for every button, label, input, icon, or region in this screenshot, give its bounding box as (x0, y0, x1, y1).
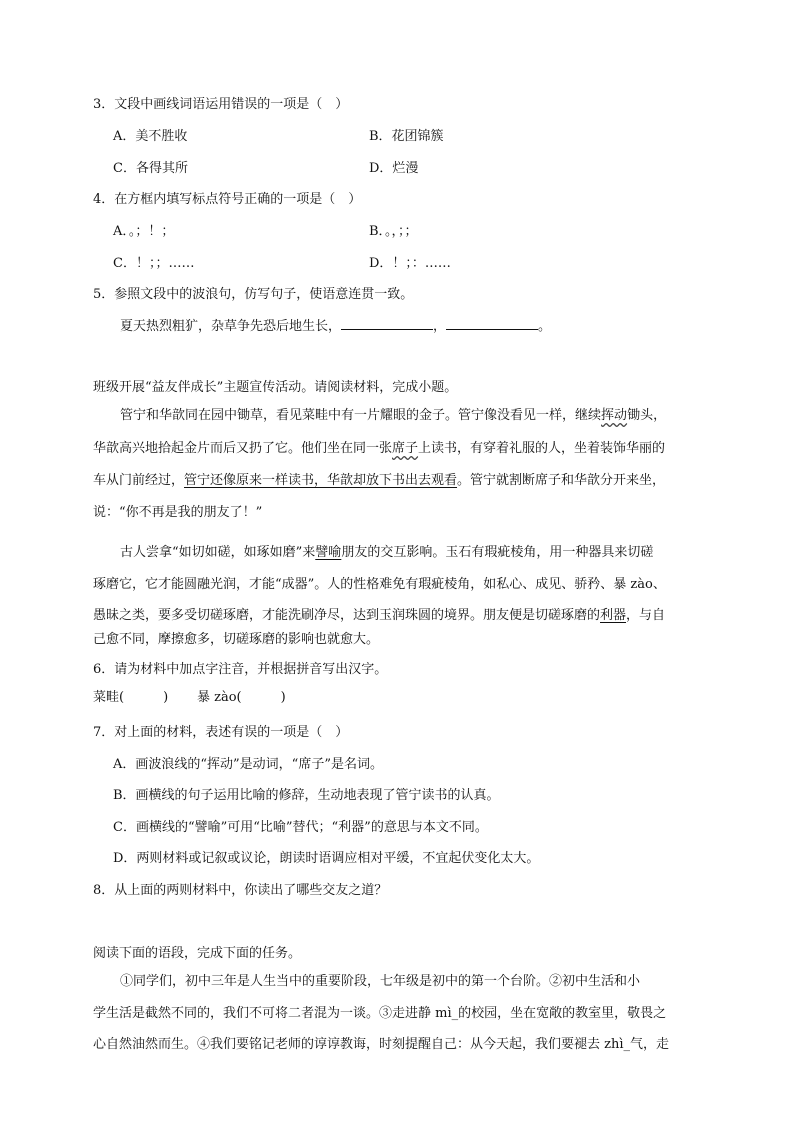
q5-end: 。 (538, 319, 552, 334)
q3-option-d: D．烂漫 (369, 161, 419, 176)
passage2-text: 古人尝拿“如切如磋，如琢如磨”来 (120, 545, 316, 560)
q4-option-b: B．。，；； (369, 224, 418, 239)
passage1-text: 管宁和华歆同在园中锄草，看见菜 (120, 408, 316, 423)
section2-intro: 班级开展“益友伴成长”主题宣传活动。请阅读材料，完成小题。 (93, 380, 458, 395)
passage1-text: 华歆高兴地拾起金片而后又扔了它。他们坐在同一张 (93, 441, 393, 456)
q7-option-c: C．画横线的“譬喻”可用“比喻”替代；“利器”的意思与本文不同。 (113, 820, 488, 835)
passage1-line3 (93, 472, 665, 490)
underlined-sentence: 管宁还像原来一样读书，华歆却放下书出去观看 (184, 473, 458, 488)
passage1-text: 车从门前经过， (93, 473, 185, 488)
q5-prompt: 夏天热烈粗犷，杂草争先恐后地生长， (120, 319, 342, 334)
q4-option-d: D．！；：…… (369, 256, 451, 271)
q4-option-c: C．！；；…… (113, 256, 195, 271)
dotted-char-qi: 畦 (315, 408, 329, 423)
wavy-word-huidong: 挥动 (601, 408, 628, 423)
wavy-word-xizi: 席子 (392, 441, 419, 456)
q3-option-b: B．花团锦簇 (369, 129, 444, 144)
q4-stem: 4．在方框内填写标点符号正确的一项是（ ） (93, 192, 362, 207)
q3-option-a: A．美不胜收 (113, 129, 188, 144)
passage1-line2 (93, 440, 665, 458)
underlined-word-piyu: 譬喻 (315, 545, 342, 560)
q3-option-c: C．各得其所 (113, 161, 188, 176)
q5-stem: 5．参照文段中的波浪句，仿写句子，使语意连贯一致。 (93, 287, 414, 302)
q6-stem: 6．请为材料中加点字注音，并根据拼音写出汉字。 (93, 662, 388, 677)
passage2-text: 愚昧之类，要多受切磋琢磨，才能洗刷净尽，达到玉润珠圆的境界。朋友便是切磋琢磨的 (93, 608, 601, 623)
underlined-word-liqi: 利器 (600, 608, 627, 623)
q5-comma: ， (433, 319, 447, 334)
q7-option-d: D．两则材料或记叙或议论，朗读时语调应相对平缓，不宜起伏变化太大。 (113, 851, 540, 866)
passage2-text: 朋友的交互影响。玉石有瑕疵棱角，用一种器具来切磋 (341, 545, 654, 560)
passage1-line4: 说：“你不再是我的朋友了！” (93, 505, 263, 520)
passage2-line1 (120, 544, 653, 562)
section3-line3: 心自然油然而生。④我们要铭记老师的谆谆教诲，时刻提醒自己：从今天起，我们要褪去 zhì_气，走 (93, 1037, 670, 1052)
passage1-text: 中有一片耀眼的金子。管宁像没看见一样，继续 (328, 408, 602, 423)
q6-item-2[interactable]: 暴 zào( ) (197, 690, 286, 705)
q7-stem: 7．对上面的材料，表述有误的一项是（ ） (93, 725, 349, 740)
section3-line1: ①同学们，初中三年是人生当中的重要阶段，七年级是初中的第一个台阶。②初中生活和小 (120, 974, 641, 989)
passage1-text: 锄头， (627, 408, 667, 423)
passage1-text: 上读书，有穿着礼服的人，坐着装饰华丽的 (418, 441, 666, 456)
q7-option-b: B．画横线的句子运用比喻的修辞，生动地表现了管宁读书的认真。 (113, 788, 500, 803)
q5-prompt-line (120, 316, 551, 336)
passage2-line2: 琢磨它，它才能圆融光润，才能“成器”。人的性格难免有瑕疵棱角，如私心、成见、骄矜、暴 zào、 (93, 577, 666, 592)
passage2-line4: 己愈不同，摩擦愈多，切磋琢磨的影响也就愈大。 (93, 632, 380, 647)
q7-option-a: A．画波浪线的“挥动”是动词，“席子”是名词。 (113, 757, 383, 772)
q4-option-a: A．。；！； (113, 224, 175, 239)
passage2-text: ，与自 (626, 608, 666, 623)
passage2-line3 (93, 607, 665, 625)
section3-intro: 阅读下面的语段，完成下面的任务。 (93, 946, 302, 961)
passage1-line1 (120, 407, 666, 425)
section3-line2: 学生活是截然不同的，我们不可将二者混为一谈。③走进静 mì_的校园，坐在宽敞的教室里，敬畏之 (93, 1006, 667, 1021)
q6-item-1[interactable]: 菜畦( ) (93, 690, 169, 705)
q5-blank-1[interactable] (341, 316, 433, 330)
q8-stem: 8．从上面的两则材料中，你读出了哪些交友之道？ (93, 883, 388, 898)
passage1-text: 。管宁就割断席子和华歆分开来坐， (457, 473, 666, 488)
q5-blank-2[interactable] (446, 316, 538, 330)
q3-stem: 3．文段中画线词语运用错误的一项是（ ） (93, 97, 349, 112)
